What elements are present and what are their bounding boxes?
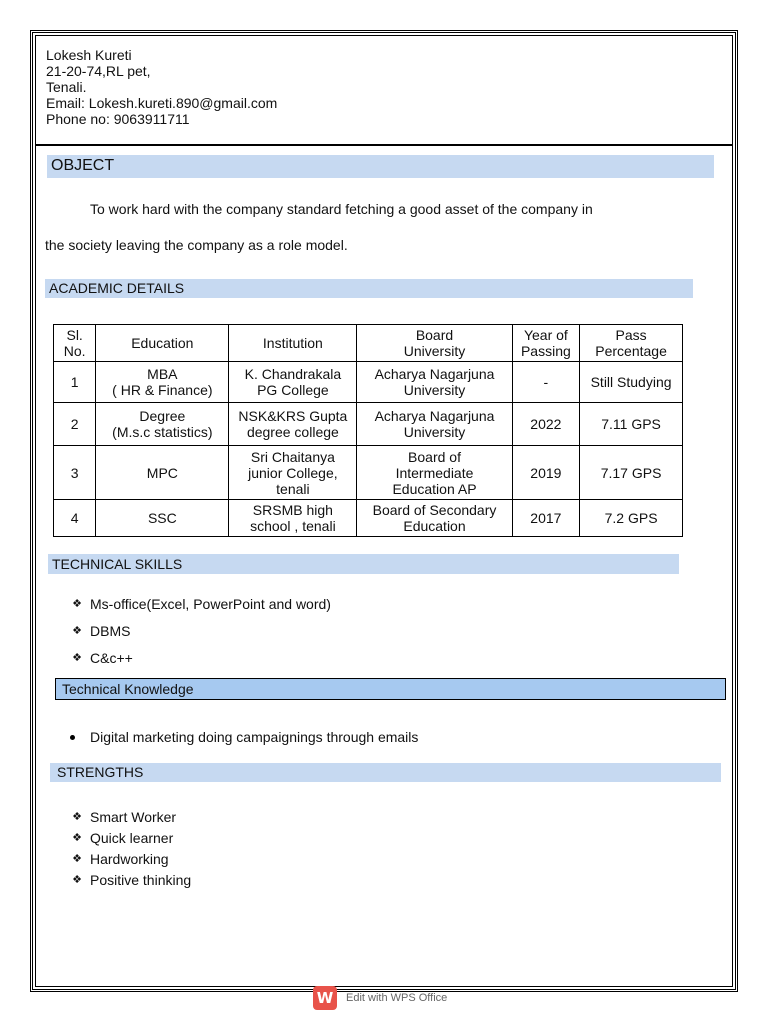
header-cell-year: Year of Passing: [512, 325, 580, 362]
contact-address-line-1: 21-20-74,RL pet,: [46, 63, 151, 79]
table-cell: 2: [54, 403, 96, 446]
technical-skills-heading: TECHNICAL SKILLS: [48, 554, 679, 574]
table-cell: 2022: [512, 403, 580, 446]
header-cell-board: Board University: [357, 325, 512, 362]
diamond-bullet-icon: ❖: [72, 652, 82, 664]
strengths-list: [70, 809, 191, 893]
table-cell: Acharya Nagarjuna University: [357, 362, 512, 403]
diamond-bullet-icon: ❖: [72, 874, 82, 886]
header-cell-percentage: Pass Percentage: [580, 325, 683, 362]
contact-address-line-2: Tenali.: [46, 79, 87, 95]
diamond-bullet-icon: ❖: [72, 811, 82, 823]
list-item-text: DBMS: [90, 623, 131, 639]
technical-skills-list: [70, 596, 331, 677]
object-text-line-1: To work hard with the company standard fetching a good asset of the company in: [90, 201, 593, 217]
wps-logo-icon[interactable]: W: [313, 986, 337, 1010]
academic-heading: ACADEMIC DETAILS: [45, 279, 693, 298]
academic-table-header-row: [54, 325, 683, 362]
list-item-text: Ms-office(Excel, PowerPoint and word): [90, 596, 331, 612]
table-cell: K. Chandrakala PG College: [229, 362, 357, 403]
list-item: [70, 872, 191, 893]
header-cell-education: Education: [96, 325, 229, 362]
table-cell: 2017: [512, 500, 580, 537]
contact-phone: Phone no: 9063911711: [46, 111, 190, 127]
table-cell: NSK&KRS Gupta degree college: [229, 403, 357, 446]
technical-knowledge-heading: Technical Knowledge: [55, 678, 726, 700]
diamond-bullet-icon: ❖: [72, 853, 82, 865]
table-cell: SSC: [96, 500, 229, 537]
header-cell-institution: Institution: [229, 325, 357, 362]
contact-name: Lokesh Kureti: [46, 47, 132, 63]
header-cell-sl-no: Sl. No.: [54, 325, 96, 362]
table-row: [54, 446, 683, 500]
strengths-heading: STRENGTHS: [50, 763, 721, 782]
table-row: [54, 362, 683, 403]
list-item-text: Quick learner: [90, 830, 174, 846]
technical-knowledge-list: [70, 729, 418, 745]
list-item: [70, 596, 331, 623]
diamond-bullet-icon: ❖: [72, 598, 82, 610]
list-item-text: Hardworking: [90, 851, 169, 867]
academic-table: [53, 324, 683, 537]
dot-bullet-icon: [70, 735, 75, 740]
wps-edit-link[interactable]: Edit with WPS Office: [346, 992, 448, 1004]
table-cell: Degree (M.s.c statistics): [96, 403, 229, 446]
list-item: [70, 729, 418, 745]
list-item: [70, 809, 191, 830]
list-item-text: Digital marketing doing campaignings through emails: [90, 729, 419, 745]
table-cell: 7.2 GPS: [580, 500, 683, 537]
table-cell: MPC: [96, 446, 229, 500]
list-item: [70, 650, 331, 677]
table-row: [54, 403, 683, 446]
table-cell: 4: [54, 500, 96, 537]
table-row: [54, 500, 683, 537]
table-cell: 1: [54, 362, 96, 403]
header-divider: [35, 144, 733, 146]
table-cell: MBA ( HR & Finance): [96, 362, 229, 403]
list-item-text: C&c++: [90, 650, 133, 666]
table-cell: SRSMB high school , tenali: [229, 500, 357, 537]
list-item: [70, 830, 191, 851]
table-cell: 7.11 GPS: [580, 403, 683, 446]
list-item-text: Smart Worker: [90, 809, 177, 825]
list-item: [70, 623, 331, 650]
table-cell: 2019: [512, 446, 580, 500]
table-cell: Still Studying: [580, 362, 683, 403]
table-cell: Acharya Nagarjuna University: [357, 403, 512, 446]
table-cell: 7.17 GPS: [580, 446, 683, 500]
contact-email: Email: Lokesh.kureti.890@gmail.com: [46, 95, 278, 111]
list-item-text: Positive thinking: [90, 872, 192, 888]
object-heading: OBJECT: [47, 155, 714, 178]
diamond-bullet-icon: ❖: [72, 832, 82, 844]
wps-edit-banner[interactable]: [313, 986, 447, 1010]
table-cell: Sri Chaitanya junior College, tenali: [229, 446, 357, 500]
list-item: [70, 851, 191, 872]
table-cell: Board of Intermediate Education AP: [357, 446, 512, 500]
object-text-line-2: the society leaving the company as a role model.: [45, 237, 348, 253]
table-cell: -: [512, 362, 580, 403]
diamond-bullet-icon: ❖: [72, 625, 82, 637]
table-cell: 3: [54, 446, 96, 500]
contact-block: [46, 47, 277, 127]
table-cell: Board of Secondary Education: [357, 500, 512, 537]
